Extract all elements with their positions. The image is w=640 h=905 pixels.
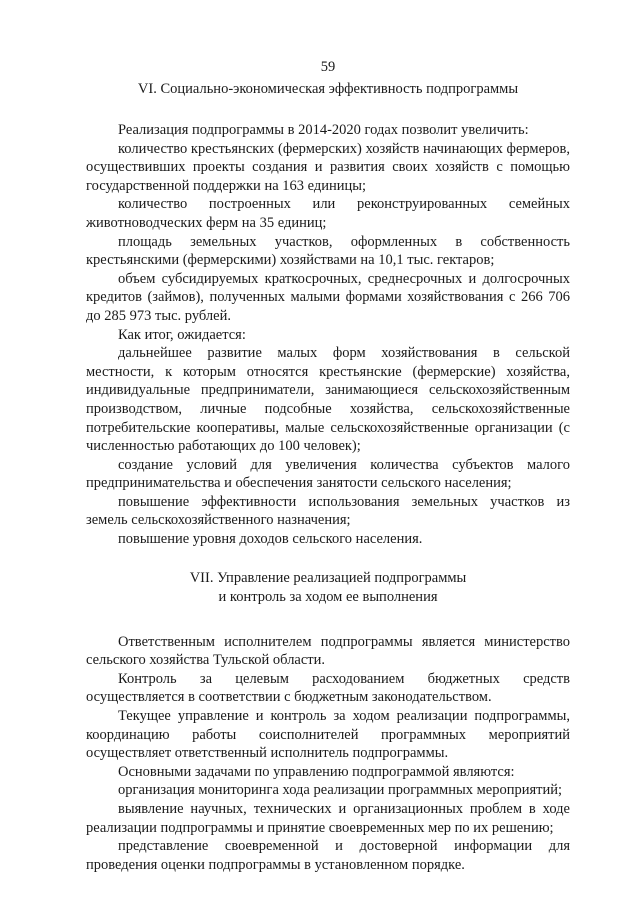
section-7-paragraph: выявление научных, технических и организационных проблем в ходе реализации подпрограммы и принятие своевременных мер по их решению; <box>86 801 570 836</box>
section-6-paragraph: дальнейшее развитие малых форм хозяйствования в сельской местности, к которым относятся крестьянские (фермерские) хозяйства, индивидуальные предприниматели, занимающиеся сельскохозяйственным производством, личные подсобные хозяйства, сельскохозяйственные потребительские кооперативы, малые сельскохозяйственные организации (с численностью работающих до 100 человек); <box>86 345 570 455</box>
section-7-paragraph: Контроль за целевым расходованием бюджетных средств осуществляется в соответствии с бюджетным законодательством. <box>86 670 570 706</box>
spacer <box>86 607 570 633</box>
section-6-title: VI. Социально-экономическая эффективность подпрограммы <box>137 81 519 97</box>
section-7-paragraph: организация мониторинга хода реализации программных мероприятий; <box>118 782 563 799</box>
section-6-paragraph: количество крестьянских (фермерских) хозяйств начинающих фермеров, осуществивших проекты создания и развития своих хозяйств с помощью государственной поддержки на 163 единицы; <box>86 140 570 194</box>
page-number: 59 <box>320 59 336 75</box>
spacer <box>86 549 570 569</box>
section-7-paragraph: Текущее управление и контроль за ходом реализации подпрограммы, координацию работы соисполнителей программных мероприятий осуществляет ответственный исполнитель подпрограммы. <box>86 708 570 762</box>
section-6-body <box>86 121 570 549</box>
section-7-body <box>86 633 570 875</box>
section-6-paragraph: повышение эффективности использования земельных участков из земель сельскохозяйственного назначения; <box>86 493 570 529</box>
spacer <box>86 99 570 121</box>
section-6-paragraph: Реализация подпрограммы в 2014-2020 годах позволит увеличить: <box>118 122 529 138</box>
section-7-paragraph: Ответственным исполнителем подпрограммы является министерство сельского хозяйства Тульской области. <box>86 633 570 669</box>
section-7-paragraph: Основными задачами по управлению подпрограммой являются: <box>118 763 515 780</box>
section-6-paragraph: объем субсидируемых краткосрочных, среднесрочных и долгосрочных кредитов (займов), полученных малыми формами хозяйствования с 266 706 до 285 973 тыс. рублей. <box>86 270 570 324</box>
section-6-paragraph: количество построенных или реконструированных семейных животноводческих ферм на 35 единиц; <box>86 196 570 231</box>
section-7-title-line-1: VII. Управление реализацией подпрограммы <box>189 569 467 586</box>
section-6-paragraph: Как итог, ожидается: <box>118 326 246 343</box>
section-6-paragraph: создание условий для увеличения количества субъектов малого предпринимательства и обеспечения занятости сельского населения; <box>86 456 570 492</box>
section-6-paragraph: повышение уровня доходов сельского населения. <box>118 531 423 548</box>
section-7-title-line-2: и контроль за ходом ее выполнения <box>218 588 438 605</box>
section-6-paragraph: площадь земельных участков, оформленных в собственность крестьянскими (фермерскими) хозяйствами на 10,1 тыс. гектаров; <box>86 233 570 269</box>
section-7-paragraph: представление своевременной и достоверной информации для проведения оценки подпрограммы в установленном порядке. <box>86 838 570 873</box>
